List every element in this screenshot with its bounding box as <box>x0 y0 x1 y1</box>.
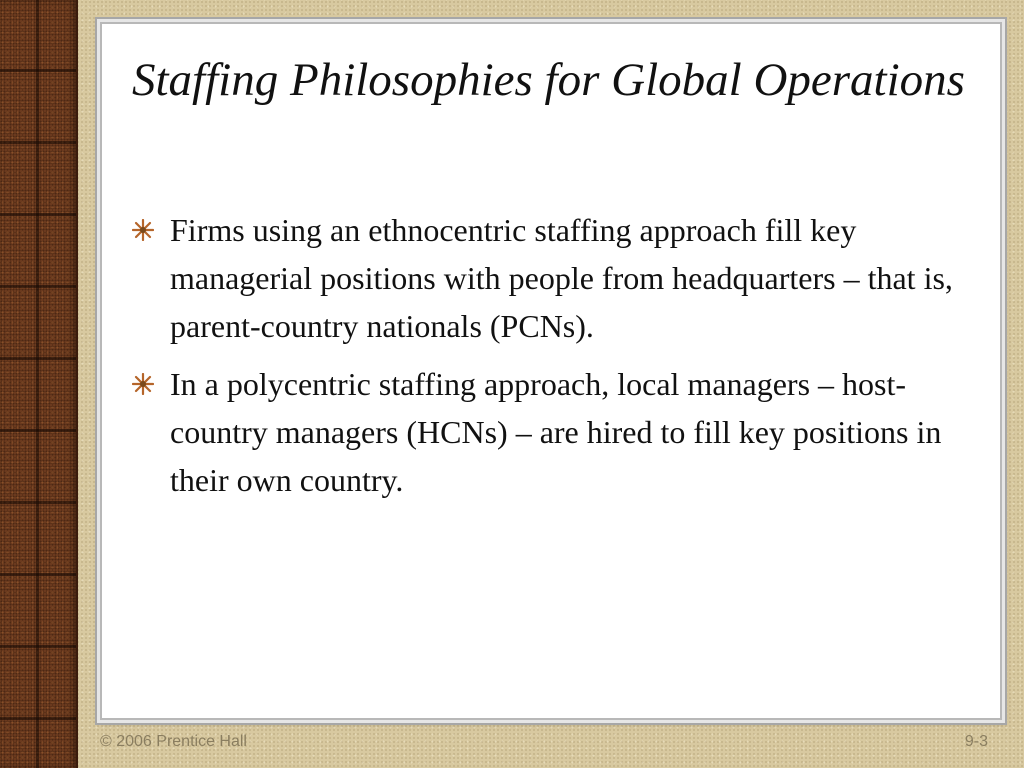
starburst-bullet-icon <box>132 373 154 395</box>
bullet-text: Firms using an ethnocentric staffing approach fill key managerial positions with people from headquarters – that is, parent-country nationals (PCNs). <box>170 212 953 344</box>
footer-copyright: © 2006 Prentice Hall <box>100 733 247 750</box>
starburst-bullet-icon <box>132 219 154 241</box>
bullet-item <box>130 206 980 350</box>
decorative-side-strip <box>0 0 78 768</box>
bullet-item <box>130 360 980 504</box>
bullet-text: In a polycentric staffing approach, local managers – host-country managers (HCNs) – are hired to fill key positions in their own country. <box>170 366 942 498</box>
slide-content-panel <box>100 22 1002 720</box>
footer-page-number: 9-3 <box>964 733 988 750</box>
bullet-list <box>130 206 980 514</box>
slide-title: Staffing Philosophies for Global Operations <box>132 54 965 106</box>
